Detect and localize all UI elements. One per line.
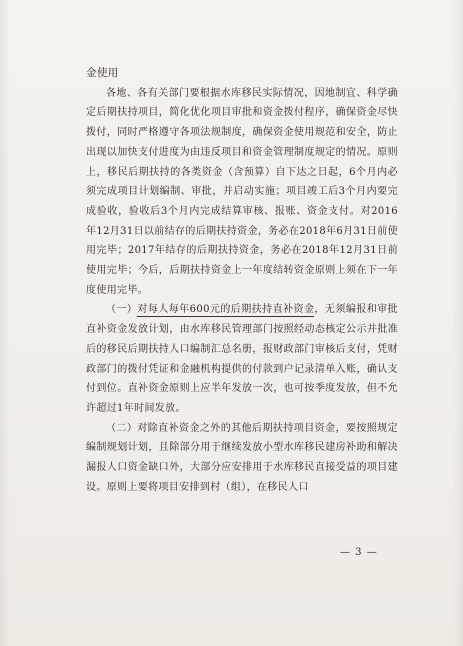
page-edge-shadow-left xyxy=(0,0,10,646)
document-body xyxy=(86,64,398,497)
page-edge-shadow-right xyxy=(453,0,463,646)
subsection-number-1: （一） xyxy=(106,304,138,316)
page-number: — 3 — xyxy=(340,547,378,558)
underlined-phrase: 对每人每年600元的后期扶持直补资金 xyxy=(137,304,315,316)
paragraph-other-project-funds: （二）对除直补资金之外的其他后期扶持项目资金，要按照规定编制规划计划，且除部分用于继续发放小型水库移民建房补助和解决漏报人口资金缺口外，大部分应安排用于水库移民直接受益的项目建设。原则上要将项目安排到村（组），在移民人口 xyxy=(86,422,398,493)
paragraph-fund-usage: 各地、各有关部门要根据水库移民实际情况，因地制宜、科学确定后期扶持项目，简化优化项目审批和资金拨付程序，确保资金尽快拨付，同时严格遵守各项法规制度，确保资金使用规范和安全，防止出现以加快支付进度为由违反项目和资金管理制度规定的情况。原则上，移民后期扶持的各类资金（含预算）自下达之日起，6个月内必须完成项目计划编制、审批，并启动实施；项目竣工后3个月内要完成验收，验收后3个月内完成结算审核、报账、资金支付。对2016年12月31日以前结存的后期扶持资金，务必在2018年6月31日前使用完毕；2017年结存的后期扶持资金，务必在2018年12月31日前使用完毕；今后，后期扶持资金上一年度结转资金原则上须在下一年度使用完毕。 xyxy=(86,87,398,296)
paragraph-direct-subsidy-text: ，无须编报和审批直补资金发放计划，由水库移民管理部门按照经动态核定公示并批准后的移民后期扶持人口编制汇总名册，报财政部门审核后支付，凭财政部门的拨付凭证和金融机构提供的付款到户记录清单入账，确认支付到位。直补资金原则上应半年发放一次，也可按季度发放，但不允许超过1年时间发放。 xyxy=(86,304,398,414)
section-heading-fragment: 金使用 xyxy=(86,67,119,79)
paragraph-direct-subsidy xyxy=(86,300,398,418)
